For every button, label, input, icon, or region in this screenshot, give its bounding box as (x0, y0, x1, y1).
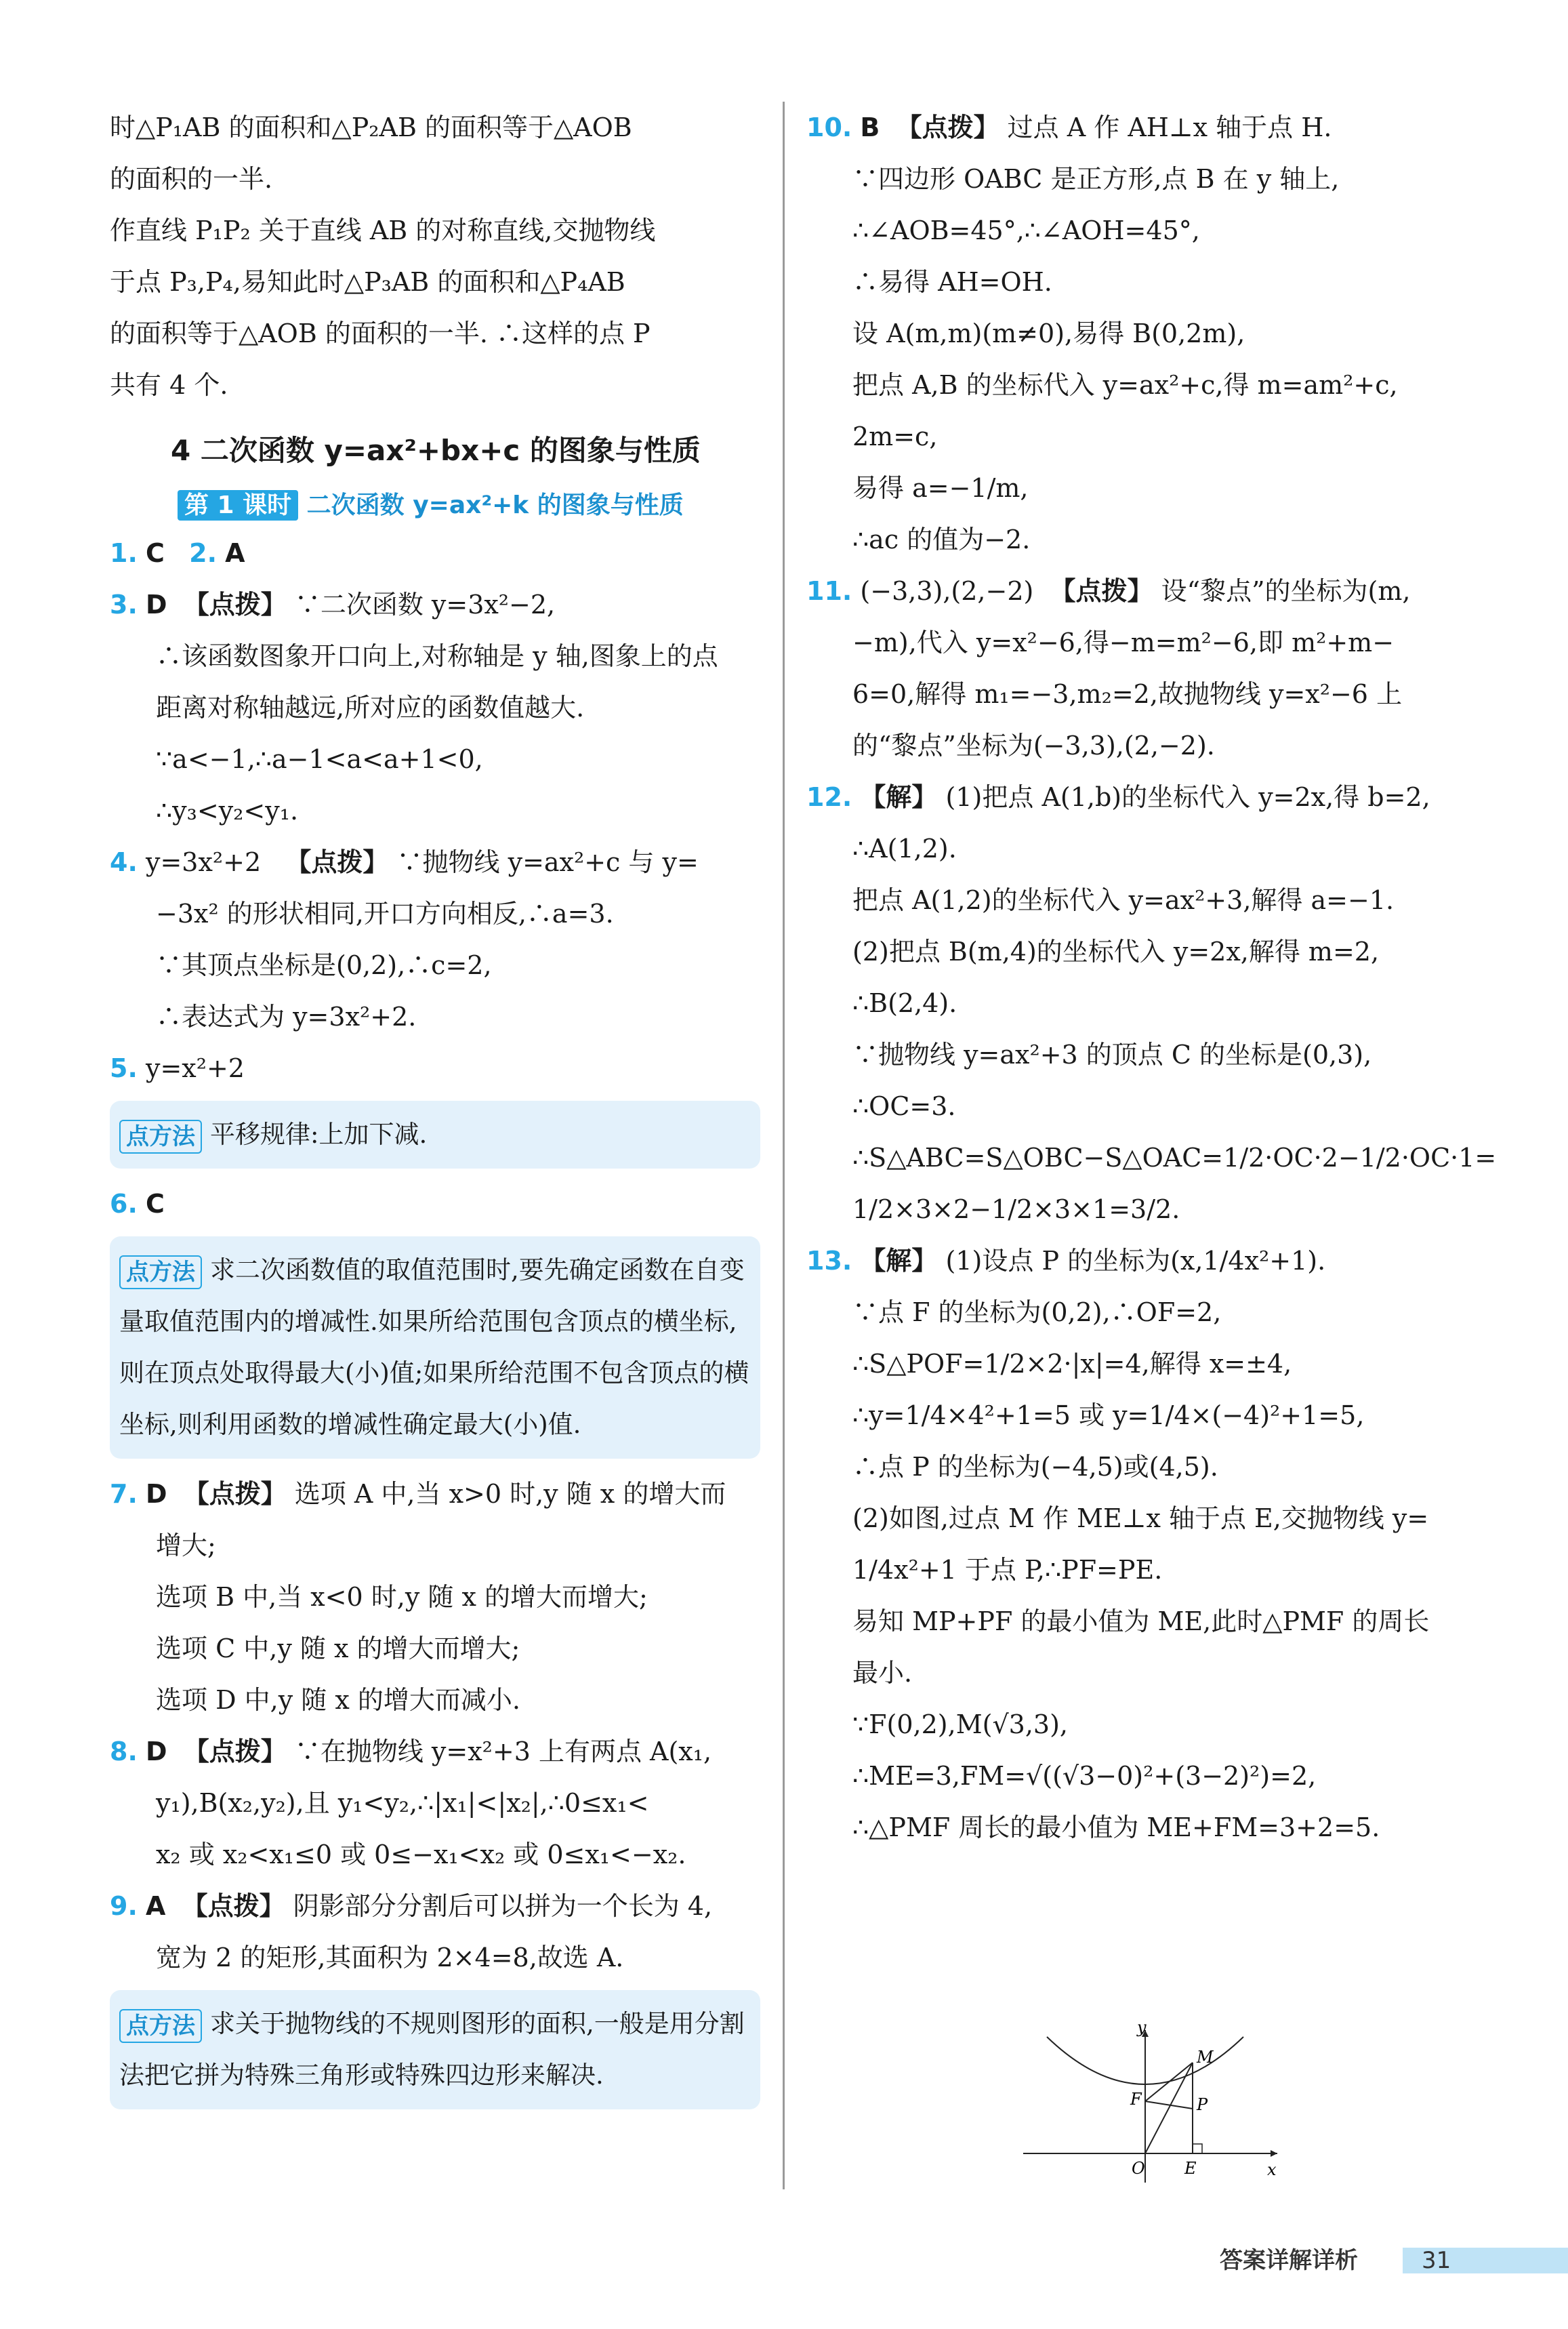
text-line: 1/2×3×2−1/2×3×1=3/2. (852, 1194, 1180, 1224)
text-line: ∴y=1/4×4²+1=5 或 y=1/4×(−4)²+1=5, (852, 1400, 1365, 1430)
question-number: 13. (806, 1246, 852, 1276)
question-5-head (110, 1042, 760, 1094)
text-line: 增大; (156, 1531, 216, 1560)
question-9-head (110, 1880, 760, 1932)
answer-choice: C (145, 538, 165, 568)
question-10-head (806, 102, 1498, 153)
text-line: 2m=c, (852, 422, 938, 451)
answer-text: y=3x²+2 (145, 847, 262, 877)
text-line: 6=0,解得 m₁=−3,m₂=2,故抛物线 y=x²−6 上 (852, 679, 1403, 709)
method-box-1 (110, 1101, 760, 1169)
text-line: ∴表达式为 y=3x²+2. (156, 1002, 417, 1032)
label-p: P (1197, 2095, 1208, 2114)
question-number: 10. (806, 113, 852, 142)
question-text: (1)把点 A(1,b)的坐标代入 y=2x,得 b=2, (945, 782, 1430, 812)
question-number: 6. (110, 1189, 138, 1219)
text-line: −m),代入 y=x²−6,得−m=m²−6,即 m²+m− (852, 628, 1395, 657)
text-line: 共有 4 个. (110, 370, 228, 400)
hint-tag: 【点拨】 (285, 847, 389, 877)
text-line: 的“黎点”坐标为(−3,3),(2,−2). (852, 731, 1215, 761)
label-y: y (1137, 2023, 1147, 2037)
text-line: 易知 MP+PF 的最小值为 ME,此时△PMF 的周长 (852, 1606, 1430, 1636)
answer-choice: B (860, 113, 880, 142)
question-text: ∵二次函数 y=3x²−2, (294, 590, 556, 620)
label-x: x (1267, 2160, 1277, 2179)
question-9-body (110, 1932, 760, 1983)
right-column (806, 102, 1498, 1853)
text-line: ∴S△POF=1/2×2·|x|=4,解得 x=±4, (852, 1349, 1292, 1379)
text-line: 选项 B 中,当 x<0 时,y 随 x 的增大而增大; (156, 1582, 648, 1612)
text-line: 的面积等于△AOB 的面积的一半. ∴这样的点 P (110, 319, 651, 348)
text-line: ∴S△ABC=S△OBC−S△OAC=1/2·OC·2−1/2·OC·1= (852, 1143, 1497, 1173)
hint-tag: 【点拨】 (1050, 576, 1153, 606)
label-o: O (1132, 2159, 1145, 2178)
text-line: ∴A(1,2). (852, 834, 957, 864)
right-angle-mark (1193, 2144, 1202, 2153)
question-text: (1)设点 P 的坐标为(x,1/4x²+1). (945, 1246, 1326, 1276)
text-line: ∴OC=3. (852, 1091, 956, 1121)
footer-label: 答案详解详析 (1220, 2247, 1358, 2274)
hint-tag: 【点拨】 (896, 113, 999, 142)
text-line: 时△P₁AB 的面积和△P₂AB 的面积等于△AOB (110, 113, 632, 142)
lesson-heading (110, 484, 760, 527)
method-text: 平移规律:上加下减. (210, 1120, 428, 1149)
question-3-head (110, 579, 760, 630)
question-text: 选项 A 中,当 x>0 时,y 随 x 的增大而 (294, 1479, 726, 1509)
question-number: 8. (110, 1737, 138, 1766)
question-4-head (110, 836, 760, 888)
question-text: ∵抛物线 y=ax²+c 与 y= (396, 847, 699, 877)
text-line: 把点 A,B 的坐标代入 y=ax²+c,得 m=am²+c, (852, 370, 1398, 400)
continuation-block (110, 102, 760, 411)
answer-choice: D (145, 1737, 167, 1766)
answer-choice: D (145, 1479, 167, 1509)
answer-text: y=x²+2 (145, 1053, 245, 1083)
hint-tag: 【点拨】 (182, 1891, 285, 1921)
question-3-body (110, 630, 760, 836)
left-column (110, 102, 760, 2119)
text-line: ∴B(2,4). (852, 988, 957, 1018)
text-line: ∴y₃<y₂<y₁. (156, 796, 299, 826)
parabola-figure (1023, 2023, 1281, 2186)
question-number: 5. (110, 1053, 138, 1083)
question-text: 设“黎点”的坐标为(m, (1161, 576, 1411, 606)
method-badge: 点方法 (119, 2009, 202, 2043)
method-text: 求关于抛物线的不规则图形的面积,一般是用分割法把它拼为特殊三角形或特殊四边形来解决. (119, 2009, 745, 2090)
question-13-body (806, 1287, 1498, 1853)
text-line: 1/4x²+1 于点 P,∴PF=PE. (852, 1555, 1163, 1585)
text-line: 设 A(m,m)(m≠0),易得 B(0,2m), (852, 319, 1245, 348)
text-line: 宽为 2 的矩形,其面积为 2×4=8,故选 A. (156, 1943, 624, 1972)
text-line: 作直线 P₁P₂ 关于直线 AB 的对称直线,交抛物线 (110, 216, 656, 245)
text-line: 距离对称轴越远,所对应的函数值越大. (156, 693, 585, 723)
question-number: 3. (110, 590, 138, 620)
x-axis-arrow (1271, 2150, 1277, 2157)
question-text: ∵在抛物线 y=x²+3 上有两点 A(x₁, (294, 1737, 712, 1766)
answer-row-1-2 (110, 527, 760, 579)
text-line: ∵F(0,2),M(√3,3), (852, 1709, 1068, 1739)
question-4-body (110, 888, 760, 1042)
question-8-body (110, 1777, 760, 1880)
text-line: 于点 P₃,P₄,易知此时△P₃AB 的面积和△P₄AB (110, 267, 625, 297)
text-line: ∵四边形 OABC 是正方形,点 B 在 y 轴上, (852, 164, 1340, 194)
text-line: ∴点 P 的坐标为(−4,5)或(4,5). (852, 1452, 1218, 1482)
question-7-head (110, 1468, 760, 1520)
lesson-badge: 第 1 课时 (178, 490, 298, 521)
question-11-head (806, 565, 1498, 617)
hint-tag: 【点拨】 (183, 1479, 287, 1509)
question-number: 1. (110, 538, 138, 568)
text-line: ∵其顶点坐标是(0,2),∴c=2, (156, 950, 492, 980)
hint-tag: 【点拨】 (183, 590, 287, 620)
question-text: 阴影部分分割后可以拼为一个长为 4, (293, 1891, 713, 1921)
label-f: F (1130, 2090, 1142, 2109)
question-6-head (110, 1178, 760, 1230)
solution-tag: 【解】 (860, 1246, 938, 1276)
text-line: ∴该函数图象开口向上,对称轴是 y 轴,图象上的点 (156, 641, 718, 671)
lesson-title: 二次函数 y=ax²+k 的图象与性质 (306, 491, 684, 519)
question-number: 2. (189, 538, 218, 568)
question-number: 11. (806, 576, 852, 606)
question-number: 4. (110, 847, 138, 877)
question-13-head (806, 1235, 1498, 1287)
solution-tag: 【解】 (860, 782, 938, 812)
page-number: 31 (1422, 2247, 1451, 2274)
column-divider (783, 102, 785, 2189)
method-box-3 (110, 1990, 760, 2109)
text-line: 选项 D 中,y 随 x 的增大而减小. (156, 1685, 520, 1715)
answer-choice: A (225, 538, 245, 568)
answer-choice: A (145, 1891, 166, 1921)
text-line: y₁),B(x₂,y₂),且 y₁<y₂,∴|x₁|<|x₂|,∴0≤x₁< (156, 1788, 649, 1818)
text-line: ∴ac 的值为−2. (852, 525, 1031, 554)
question-number: 12. (806, 782, 852, 812)
text-line: 的面积的一半. (110, 164, 273, 194)
answer-choice: C (145, 1189, 165, 1219)
label-e: E (1184, 2159, 1197, 2178)
question-12-head (806, 771, 1498, 823)
text-line: ∴△PMF 周长的最小值为 ME+FM=3+2=5. (852, 1812, 1380, 1842)
text-line: ∴易得 AH=OH. (852, 267, 1052, 297)
question-number: 9. (110, 1891, 138, 1921)
question-text: 过点 A 作 AH⊥x 轴于点 H. (1007, 113, 1332, 142)
text-line: ∴ME=3,FM=√((√3−0)²+(3−2)²)=2, (852, 1761, 1317, 1791)
answer-text: (−3,3),(2,−2) (860, 576, 1034, 606)
text-line: 把点 A(1,2)的坐标代入 y=ax²+3,解得 a=−1. (852, 885, 1395, 915)
question-12-body (806, 823, 1498, 1235)
question-8-head (110, 1726, 760, 1777)
segment-fm (1145, 2063, 1193, 2101)
question-number: 7. (110, 1479, 138, 1509)
method-text: 求二次函数值的取值范围时,要先确定函数在自变量取值范围内的增减性.如果所给范围包含顶点的横坐标,则在顶点处取得最大(小)值;如果所给范围不包含顶点的横坐标,则利用函数的增减性确定最大(小)值. (119, 1255, 749, 1439)
question-10-body (806, 153, 1498, 565)
hint-tag: 【点拨】 (183, 1737, 287, 1766)
question-7-body (110, 1520, 760, 1726)
text-line: (2)如图,过点 M 作 ME⊥x 轴于点 E,交抛物线 y= (852, 1503, 1429, 1533)
text-line: 易得 a=−1/m, (852, 473, 1029, 503)
text-line: ∴∠AOB=45°,∴∠AOH=45°, (852, 216, 1200, 245)
method-box-2 (110, 1236, 760, 1459)
text-line: 选项 C 中,y 随 x 的增大而增大; (156, 1634, 520, 1663)
text-line: −3x² 的形状相同,开口方向相反,∴a=3. (156, 899, 614, 929)
text-line: ∵点 F 的坐标为(0,2),∴OF=2, (852, 1297, 1222, 1327)
label-m: M (1197, 2048, 1214, 2067)
text-line: ∵a<−1,∴a−1<a<a+1<0, (156, 744, 483, 774)
method-badge: 点方法 (119, 1255, 202, 1289)
text-line: x₂ 或 x₂<x₁≤0 或 0≤−x₁<x₂ 或 0≤x₁<−x₂. (156, 1840, 686, 1869)
section-title: 4 二次函数 y=ax²+bx+c 的图象与性质 (171, 434, 701, 467)
question-11-body (806, 617, 1498, 771)
text-line: 最小. (852, 1658, 913, 1688)
answer-choice: D (145, 590, 167, 620)
text-line: ∵抛物线 y=ax²+3 的顶点 C 的坐标是(0,3), (852, 1040, 1372, 1070)
method-badge: 点方法 (119, 1120, 202, 1154)
page-footer (0, 2242, 1568, 2279)
text-line: (2)把点 B(m,4)的坐标代入 y=2x,解得 m=2, (852, 937, 1380, 967)
